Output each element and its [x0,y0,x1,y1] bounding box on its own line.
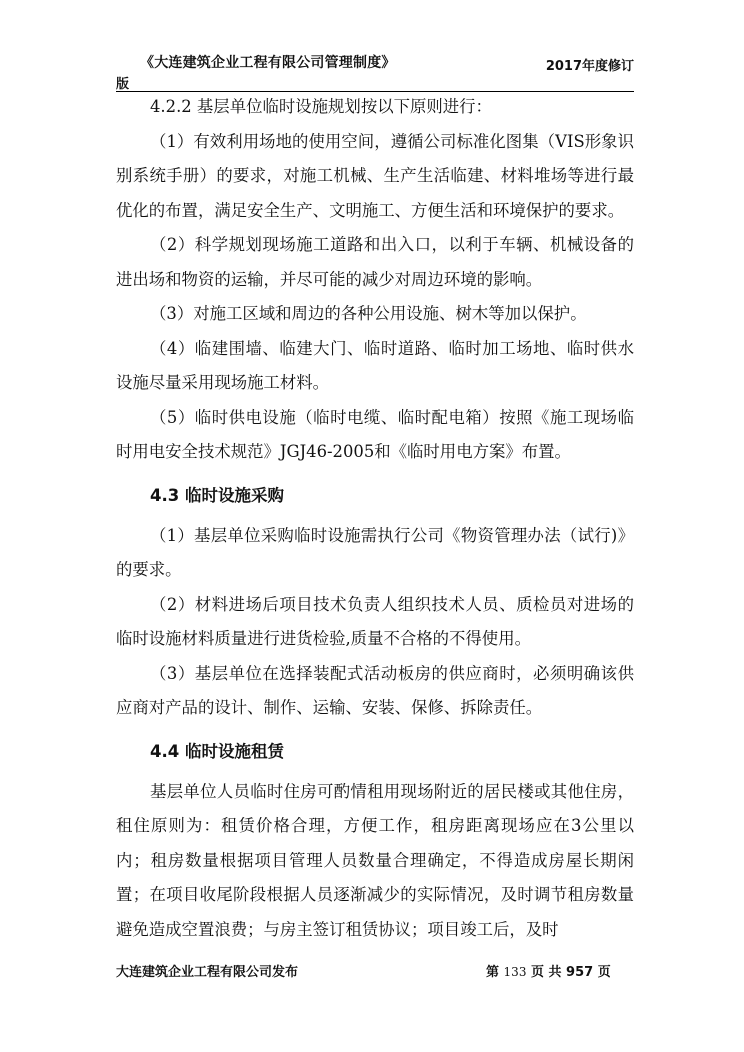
section-heading-4-3: 4.3 临时设施采购 [150,485,284,505]
paragraph-4-2-2-item-1: （1）有效利用场地的使用空间，遵循公司标准化图集（VIS形象识别系统手册）的要求，对施工机械、生产生活临建、材料堆场等进行最优化的布置，满足安全生产、文明施工、方便生活和环境保护的要求。 [116,131,634,220]
paragraph-4-2-2-item-4: （4）临建围墙、临建大门、临时道路、临时加工场地、临时供水设施尽量采用现场施工材料。 [116,338,634,392]
document-body [116,90,634,947]
page-total: 957 [566,965,594,980]
header-edition-wrap: 版 [116,77,130,92]
paragraph-4-3-item-2: （2）材料进场后项目技术负责人组织技术人员、质检员对进场的临时设施材料质量进行进货检验,质量不合格的不得使用。 [116,594,634,648]
paragraph-4-2-2-item-3: （3）对施工区域和周边的各种公用设施、树木等加以保护。 [150,304,587,323]
footer-company: 大连建筑企业工程有限公司发布 [116,965,299,980]
paragraph-4-3-item-1: （1）基层单位采购临时设施需执行公司《物资管理办法（试行)》的要求。 [116,525,634,579]
page-current: 133 [503,965,527,979]
paragraph-4-4: 基层单位人员临时住房可酌情租用现场附近的居民楼或其他住房，租住原则为：租赁价格合理，方便工作，租房距离现场应在3公里以内；租房数量根据项目管理人员数量合理确定，不得造成房屋长期闲置；在项目收尾阶段根据人员逐渐减少的实际情况，及时调节租房数量避免造成空置浪费；与房主签订租赁协议；项目竣工后，及时 [116,781,634,939]
paragraph-4-2-2: 4.2.2 基层单位临时设施规划按以下原则进行： [150,97,492,116]
header-title: 《大连建筑企业工程有限公司管理制度》 [140,55,396,71]
paragraph-4-2-2-item-5: （5）临时供电设施（临时电缆、临时配电箱）按照《施工现场临时用电安全技术规范》JGJ46-2005和《临时用电方案》布置。 [116,407,634,461]
page-mid: 页 共 [530,965,562,980]
section-heading-4-4: 4.4 临时设施租赁 [150,741,284,761]
page-suffix: 页 [597,965,611,980]
paragraph-4-3-item-3: （3）基层单位在选择装配式活动板房的供应商时，必须明确该供应商对产品的设计、制作、运输、安装、保修、拆除责任。 [116,663,634,717]
page-prefix: 第 [486,965,500,980]
footer-page-number [486,961,611,980]
paragraph-4-2-2-item-2: （2）科学规划现场施工道路和出入口，以利于车辆、机械设备的进出场和物资的运输，并尽可能的减少对周边环境的影响。 [116,235,634,289]
header-edition: 2017年度修订 [545,59,634,74]
